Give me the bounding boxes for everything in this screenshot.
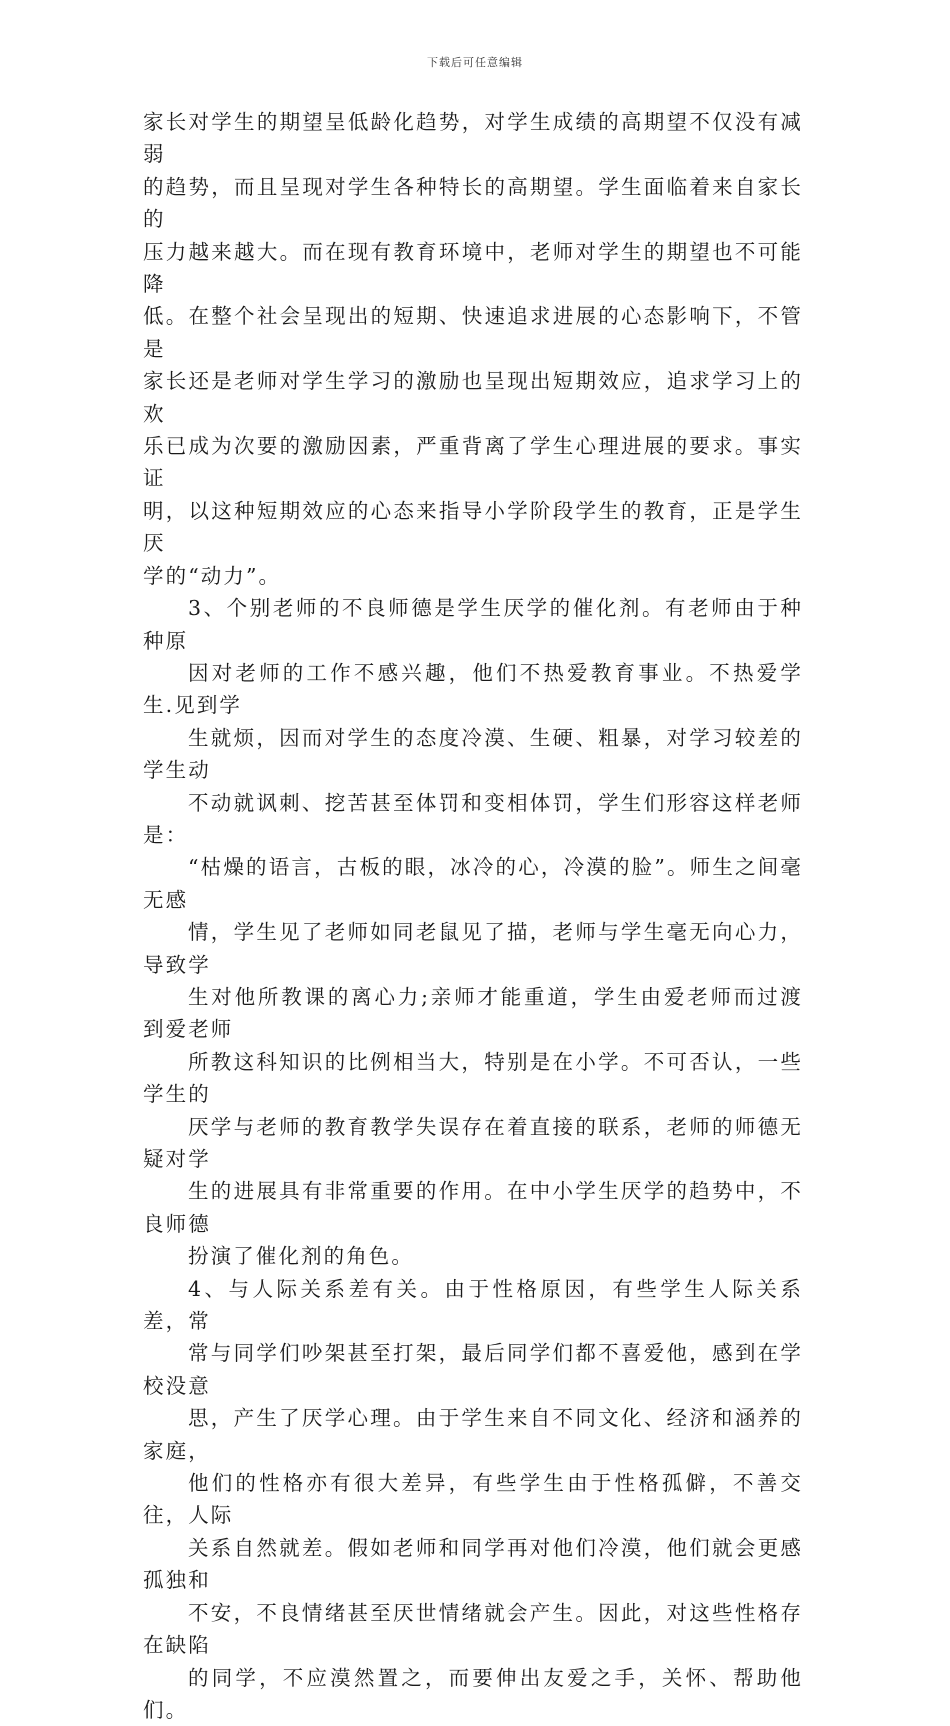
text-line: 的趋势，而且呈现对学生各种特长的高期望。学生面临着来自家长的 xyxy=(143,171,803,236)
text-line: 的同学，不应漠然置之，而要伸出友爱之手，关怀、帮助他们。 xyxy=(143,1662,803,1726)
text-line: 4、与人际关系差有关。由于性格原因，有些学生人际关系差，常 xyxy=(143,1273,803,1338)
text-line: 学的“动力”。 xyxy=(143,560,803,592)
text-line: 生对他所教课的离心力;亲师才能重道，学生由爱老师而过渡到爱老师 xyxy=(143,981,803,1046)
paragraph-teacher-ethics xyxy=(143,592,803,1273)
text-line: 生的进展具有非常重要的作用。在中小学生厌学的趋势中，不良师德 xyxy=(143,1175,803,1240)
paragraph-interpersonal-relations xyxy=(143,1273,803,1726)
text-line: “枯燥的语言，古板的眼，冰冷的心，冷漠的脸”。师生之间毫无感 xyxy=(143,851,803,916)
text-line: 关系自然就差。假如老师和同学再对他们冷漠，他们就会更感孤独和 xyxy=(143,1532,803,1597)
text-line: 扮演了催化剂的角色。 xyxy=(143,1240,803,1272)
text-line: 他们的性格亦有很大差异，有些学生由于性格孤僻，不善交往，人际 xyxy=(143,1467,803,1532)
text-line: 家长还是老师对学生学习的激励也呈现出短期效应，追求学习上的欢 xyxy=(143,365,803,430)
text-line: 常与同学们吵架甚至打架，最后同学们都不喜爱他，感到在学校没意 xyxy=(143,1337,803,1402)
paragraph-parent-expectations xyxy=(143,106,803,592)
text-line: 因对老师的工作不感兴趣，他们不热爱教育事业。不热爱学生.见到学 xyxy=(143,657,803,722)
text-line: 乐已成为次要的激励因素，严重背离了学生心理进展的要求。事实证 xyxy=(143,430,803,495)
text-line: 明，以这种短期效应的心态来指导小学阶段学生的教育，正是学生厌 xyxy=(143,495,803,560)
text-line: 压力越来越大。而在现有教育环境中，老师对学生的期望也不可能降 xyxy=(143,236,803,301)
text-line: 不动就讽刺、挖苦甚至体罚和变相体罚，学生们形容这样老师是： xyxy=(143,787,803,852)
text-line: 生就烦，因而对学生的态度冷漠、生硬、粗暴，对学习较差的学生动 xyxy=(143,722,803,787)
text-line: 3、个别老师的不良师德是学生厌学的催化剂。有老师由于种种原 xyxy=(143,592,803,657)
text-line: 不安，不良情绪甚至厌世情绪就会产生。因此，对这些性格存在缺陷 xyxy=(143,1597,803,1662)
text-line: 情，学生见了老师如同老鼠见了描，老师与学生毫无向心力，导致学 xyxy=(143,916,803,981)
text-line: 厌学与老师的教育教学失误存在着直接的联系，老师的师德无疑对学 xyxy=(143,1111,803,1176)
text-line: 低。在整个社会呈现出的短期、快速追求进展的心态影响下，不管是 xyxy=(143,300,803,365)
text-line: 家长对学生的期望呈低龄化趋势，对学生成绩的高期望不仅没有减弱 xyxy=(143,106,803,171)
text-line: 思，产生了厌学心理。由于学生来自不同文化、经济和涵养的家庭， xyxy=(143,1402,803,1467)
text-line: 所教这科知识的比例相当大，特别是在小学。不可否认，一些学生的 xyxy=(143,1046,803,1111)
page-header-note: 下载后可任意编辑 xyxy=(0,54,950,70)
document-body xyxy=(143,106,803,1726)
